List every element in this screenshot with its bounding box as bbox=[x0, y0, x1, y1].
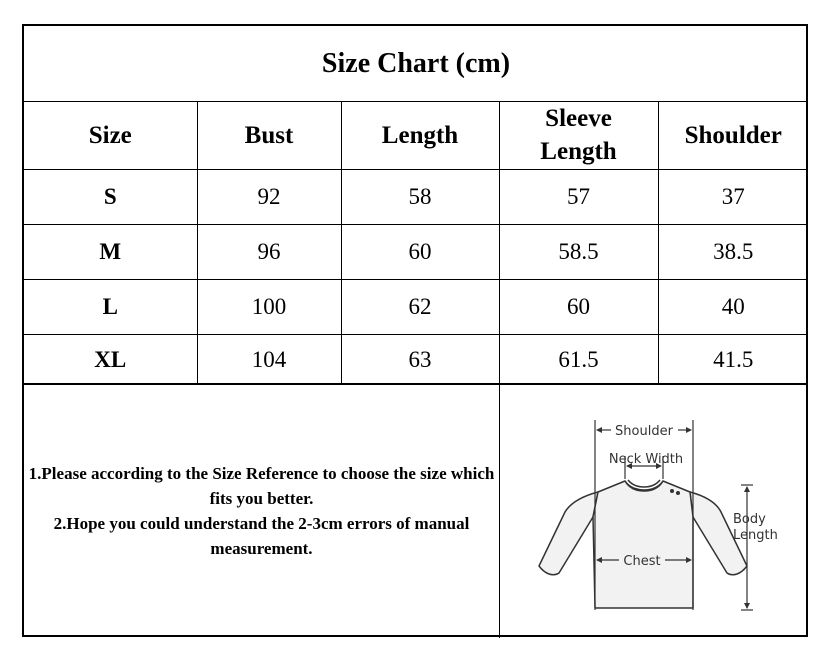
neck-width-label: Neck Width bbox=[608, 452, 684, 467]
info-section bbox=[24, 383, 808, 638]
table-row bbox=[24, 170, 808, 225]
header-row bbox=[24, 101, 808, 170]
button-dot bbox=[676, 491, 680, 495]
chest-label: Chest bbox=[623, 554, 661, 569]
button-dot bbox=[670, 489, 674, 493]
note-1: 1.Please according to the Size Reference to choose the size which fits you better. bbox=[28, 464, 495, 508]
header-bust: Bust bbox=[197, 101, 341, 170]
header-length: Length bbox=[341, 101, 499, 170]
body-length-label-1: Body bbox=[733, 512, 766, 527]
body-length-label-2: Length bbox=[733, 528, 778, 543]
shoulder-cell: 41.5 bbox=[658, 335, 808, 385]
shoulder-label: Shoulder bbox=[615, 424, 673, 439]
sleeve-length-cell: 58.5 bbox=[499, 225, 658, 280]
table-row bbox=[24, 280, 808, 335]
measurement-diagram bbox=[501, 384, 808, 638]
shoulder-cell: 40 bbox=[658, 280, 808, 335]
bust-cell: 100 bbox=[197, 280, 341, 335]
bust-cell: 96 bbox=[197, 225, 341, 280]
collar-inner bbox=[628, 480, 660, 487]
left-sleeve bbox=[539, 492, 598, 575]
size-cell: XL bbox=[24, 335, 197, 385]
length-cell: 63 bbox=[341, 335, 499, 385]
header-sleeve-length bbox=[499, 101, 658, 170]
bust-cell: 92 bbox=[197, 170, 341, 225]
sleeve-length-cell: 57 bbox=[499, 170, 658, 225]
size-cell: L bbox=[24, 280, 197, 335]
size-table bbox=[24, 101, 808, 385]
shoulder-cell: 37 bbox=[658, 170, 808, 225]
sweater-body bbox=[593, 481, 693, 608]
header-shoulder: Shoulder bbox=[658, 101, 808, 170]
sleeve-length-cell: 61.5 bbox=[499, 335, 658, 385]
sweater-measurement-icon bbox=[501, 384, 808, 638]
note-2: 2.Hope you could understand the 2-3cm errors of manual measurement. bbox=[53, 514, 470, 558]
sleeve-length-cell: 60 bbox=[499, 280, 658, 335]
length-cell: 62 bbox=[341, 280, 499, 335]
header-sleeve-length-text: Sleeve Length bbox=[540, 105, 617, 165]
size-cell: M bbox=[24, 225, 197, 280]
size-cell: S bbox=[24, 170, 197, 225]
table-row bbox=[24, 225, 808, 280]
bust-cell: 104 bbox=[197, 335, 341, 385]
table-row bbox=[24, 335, 808, 385]
size-notes bbox=[24, 384, 500, 638]
length-cell: 60 bbox=[341, 225, 499, 280]
length-cell: 58 bbox=[341, 170, 499, 225]
chart-title: Size Chart (cm) bbox=[24, 26, 808, 102]
header-size: Size bbox=[24, 101, 197, 170]
size-chart bbox=[22, 24, 808, 637]
shoulder-cell: 38.5 bbox=[658, 225, 808, 280]
